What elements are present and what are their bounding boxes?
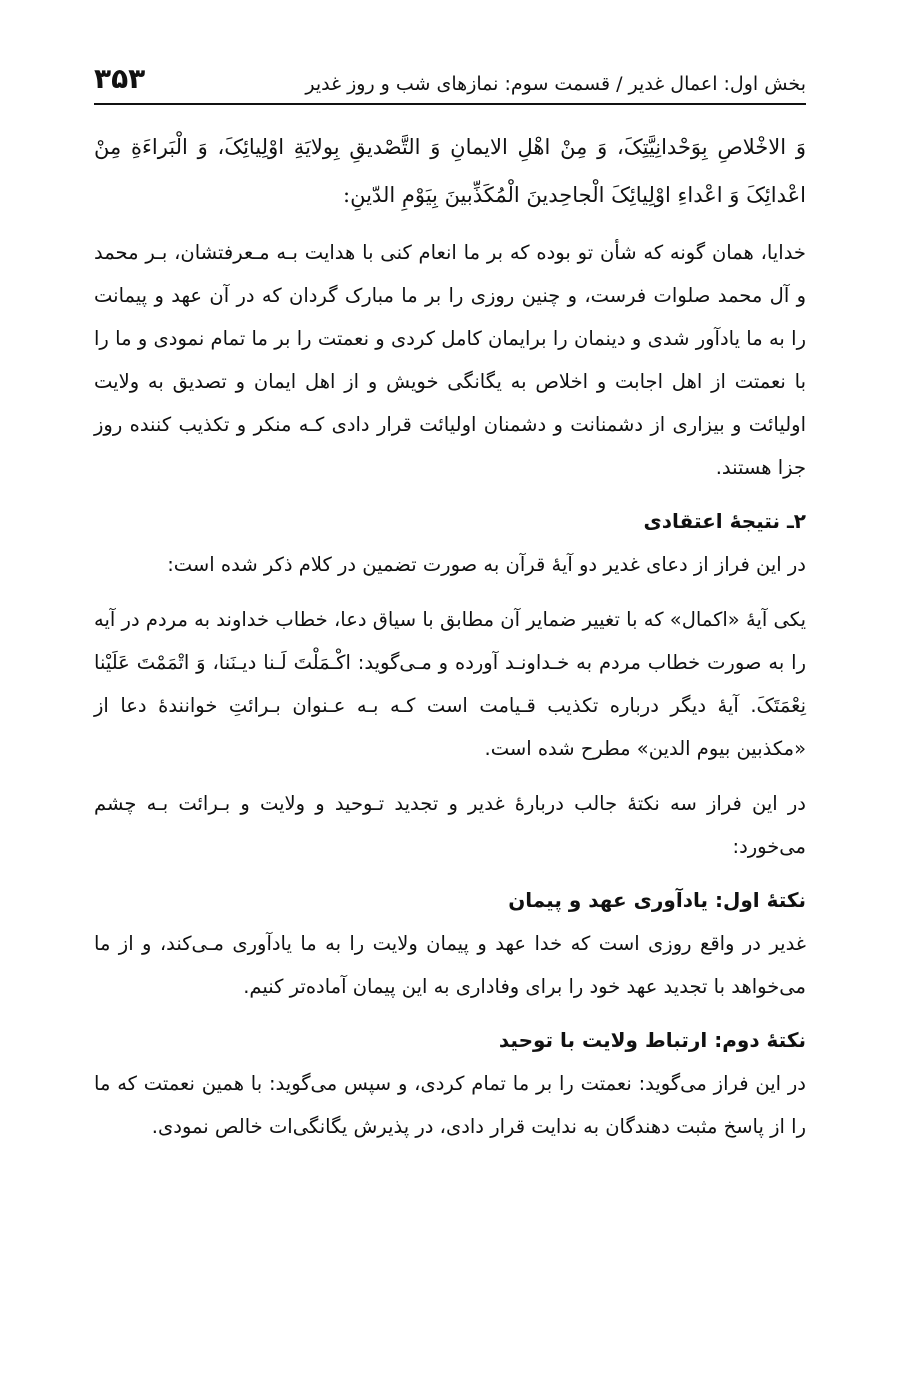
- arabic-prayer-text: وَ الاخْلاصِ بِوَحْدانِیَّتِکَ، وَ مِنْ اهْلِ الایمانِ وَ التَّصْدیقِ بِولایَةِ اوْلِیائِکَ، وَ الْبَراءَةِ مِنْ اعْدائِکَ وَ اعْداءِ اوْلِیائِکَ الْجاحِدینَ الْمُکَذِّبینَ بِیَوْمِ الدّینِ:: [94, 135, 806, 207]
- paragraph: غدیر در واقع روزی است که خدا عهد و پیمان ولایت را به ما یادآوری مـی‌کند، و از ما می‌خواهد با تجدید عهد خود را برای وفاداری به این پیمان آماده‌تر کنیم.: [94, 932, 806, 998]
- paragraph-translation: خدایا، همان گونه که شأن تو بوده که بر ما انعام کنی با هدایت بـه مـعرفتشان، بـر محمد و آل محمد صلوات فرست، و چنین روزی را بر ما مبارک گردان که در آن عهد و پیمانت را به ما یادآور شدی و دینمان را برایمان کامل کردی و نعمتت را بر ما تمام نمودی و ما را با نعمتت از اهل اجابت و اخلاص به یگانگی خویش و از اهل ایمان و تصدیق به ولایت اولیائت و بیزاری از دشمنانت و دشمنان اولیائت قرار دادی کـه منکر و تکذیب کننده روز جزا هستند.: [94, 241, 806, 479]
- paragraph: در این فراز می‌گوید: نعمتت را بر ما تمام کردی، و سپس می‌گوید: با همین نعمتت که ما را از پاسخ مثبت دهندگان به ندایت قرار دادی، در پذیرش یگانگی‌ات خالص نمودی.: [94, 1072, 806, 1138]
- running-header: [94, 62, 806, 105]
- subsection-heading: نکتهٔ دوم: ارتباط ولایت با توحید: [498, 1028, 806, 1052]
- header-title: بخش اول: اعمال غدیر / قسمت سوم: نمازهای شب و روز غدیر: [305, 73, 806, 95]
- section-heading: ۲ـ نتیجهٔ اعتقادی: [643, 509, 806, 533]
- paragraph: در این فراز از دعای غدیر دو آیهٔ قرآن به صورت تضمین در کلام ذکر شده است:: [167, 553, 806, 576]
- subsection-heading: نکتهٔ اول: یادآوری عهد و پیمان: [508, 888, 806, 912]
- paragraph: یکی آیهٔ «اکمال» که با تغییر ضمایر آن مطابق با سیاق دعا، خطاب خداوند به مردم در آیه را به صورت خطاب مردم به خـداونـد آورده و مـی‌گوید: اکْـمَلْتَ لَـنا دیـنَنا، وَ اتْمَمْتَ عَلَیْنا نِعْمَتَکَ. آیهٔ دیگر درباره تکذیب قـیامت است کـه بـه عـنوان بـرائتِ خوانندهٔ دعا از «مکذبین بیوم الدین» مطرح شده است.: [94, 608, 806, 760]
- page-number: ۳۵۳: [94, 62, 146, 95]
- paragraph: در این فراز سه نکتهٔ جالب دربارهٔ غدیر و تجدید تـوحید و ولایت و بـرائت بـه چشم می‌خورد:: [94, 792, 806, 858]
